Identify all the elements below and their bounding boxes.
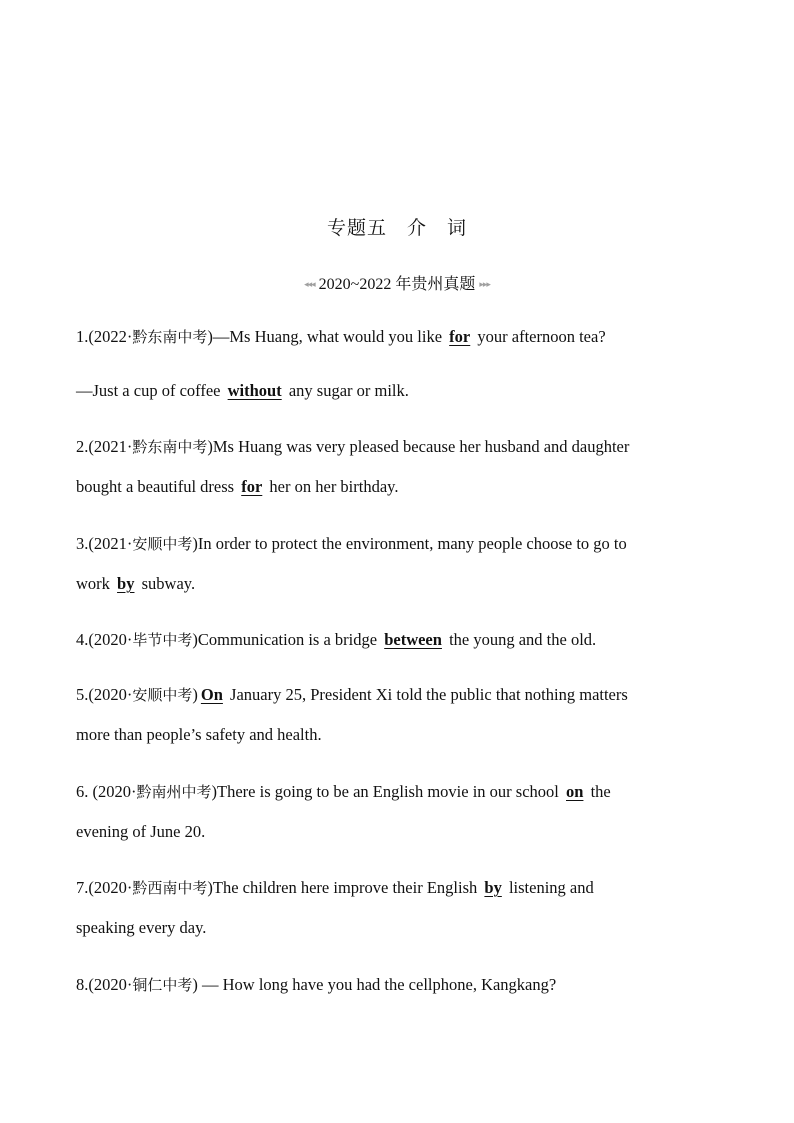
question-line: 3.(2021·安顺中考)In order to protect the environment, many people choose to go to (76, 534, 627, 553)
question-line: 7.(2020·黔西南中考)The children here improve their English by listening and (76, 878, 594, 897)
question-source: 铜仁中考 (132, 976, 193, 994)
question-source: 黔东南中考 (132, 438, 208, 456)
page-title: 专题五 介 词 (326, 218, 467, 239)
question-line: 5.(2020·安顺中考) On January 25, President Xi told the public that nothing matters (76, 685, 628, 704)
question-8 (76, 965, 716, 1005)
question-7 (76, 868, 716, 948)
question-1-reply (76, 371, 716, 411)
question-line: more than people’s safety and health. (76, 725, 322, 744)
question-source: 黔南州中考 (136, 783, 212, 801)
question-source: 黔东南中考 (132, 328, 208, 346)
question-source: 毕节中考 (132, 631, 193, 649)
subtitle-text: 2020~2022 年贵州真题 (318, 276, 476, 293)
right-arrow-ornament-icon: ▸▸▸ (479, 280, 490, 291)
answer-word: on (566, 782, 584, 801)
answer-word: for (449, 327, 471, 346)
question-source: 安顺中考 (132, 535, 193, 553)
question-6 (76, 772, 716, 852)
question-line: speaking every day. (76, 918, 207, 937)
answer-word: for (241, 477, 263, 496)
question-source: 安顺中考 (132, 686, 193, 704)
question-line: bought a beautiful dress for her on her birthday. (76, 477, 399, 496)
question-line: 2.(2021·黔东南中考)Ms Huang was very pleased because her husband and daughter (76, 437, 630, 456)
answer-word: without (227, 381, 282, 400)
question-line: evening of June 20. (76, 822, 206, 841)
answer-word: by (484, 878, 502, 897)
question-1 (76, 317, 716, 357)
question-2 (76, 427, 716, 507)
question-line: work by subway. (76, 574, 196, 593)
question-line: 6. (2020·黔南州中考)There is going to be an English movie in our school on the (76, 782, 611, 801)
question-4 (76, 620, 716, 660)
question-line: —Just a cup of coffee without any sugar or milk. (76, 381, 409, 400)
section-subtitle (0, 271, 794, 294)
answer-word: On (200, 685, 223, 704)
question-3 (76, 524, 716, 604)
question-5 (76, 675, 716, 755)
question-source: 黔西南中考 (132, 879, 208, 897)
question-line: 4.(2020·毕节中考)Communication is a bridge between the young and the old. (76, 630, 597, 649)
question-line: 8.(2020·铜仁中考) — How long have you had the cellphone, Kangkang? (76, 975, 557, 994)
answer-word: between (384, 630, 442, 649)
answer-word: by (117, 574, 135, 593)
question-line: 1.(2022·黔东南中考)—Ms Huang, what would you like for your afternoon tea? (76, 327, 606, 346)
left-arrow-ornament-icon: ◂◂◂ (304, 280, 315, 291)
